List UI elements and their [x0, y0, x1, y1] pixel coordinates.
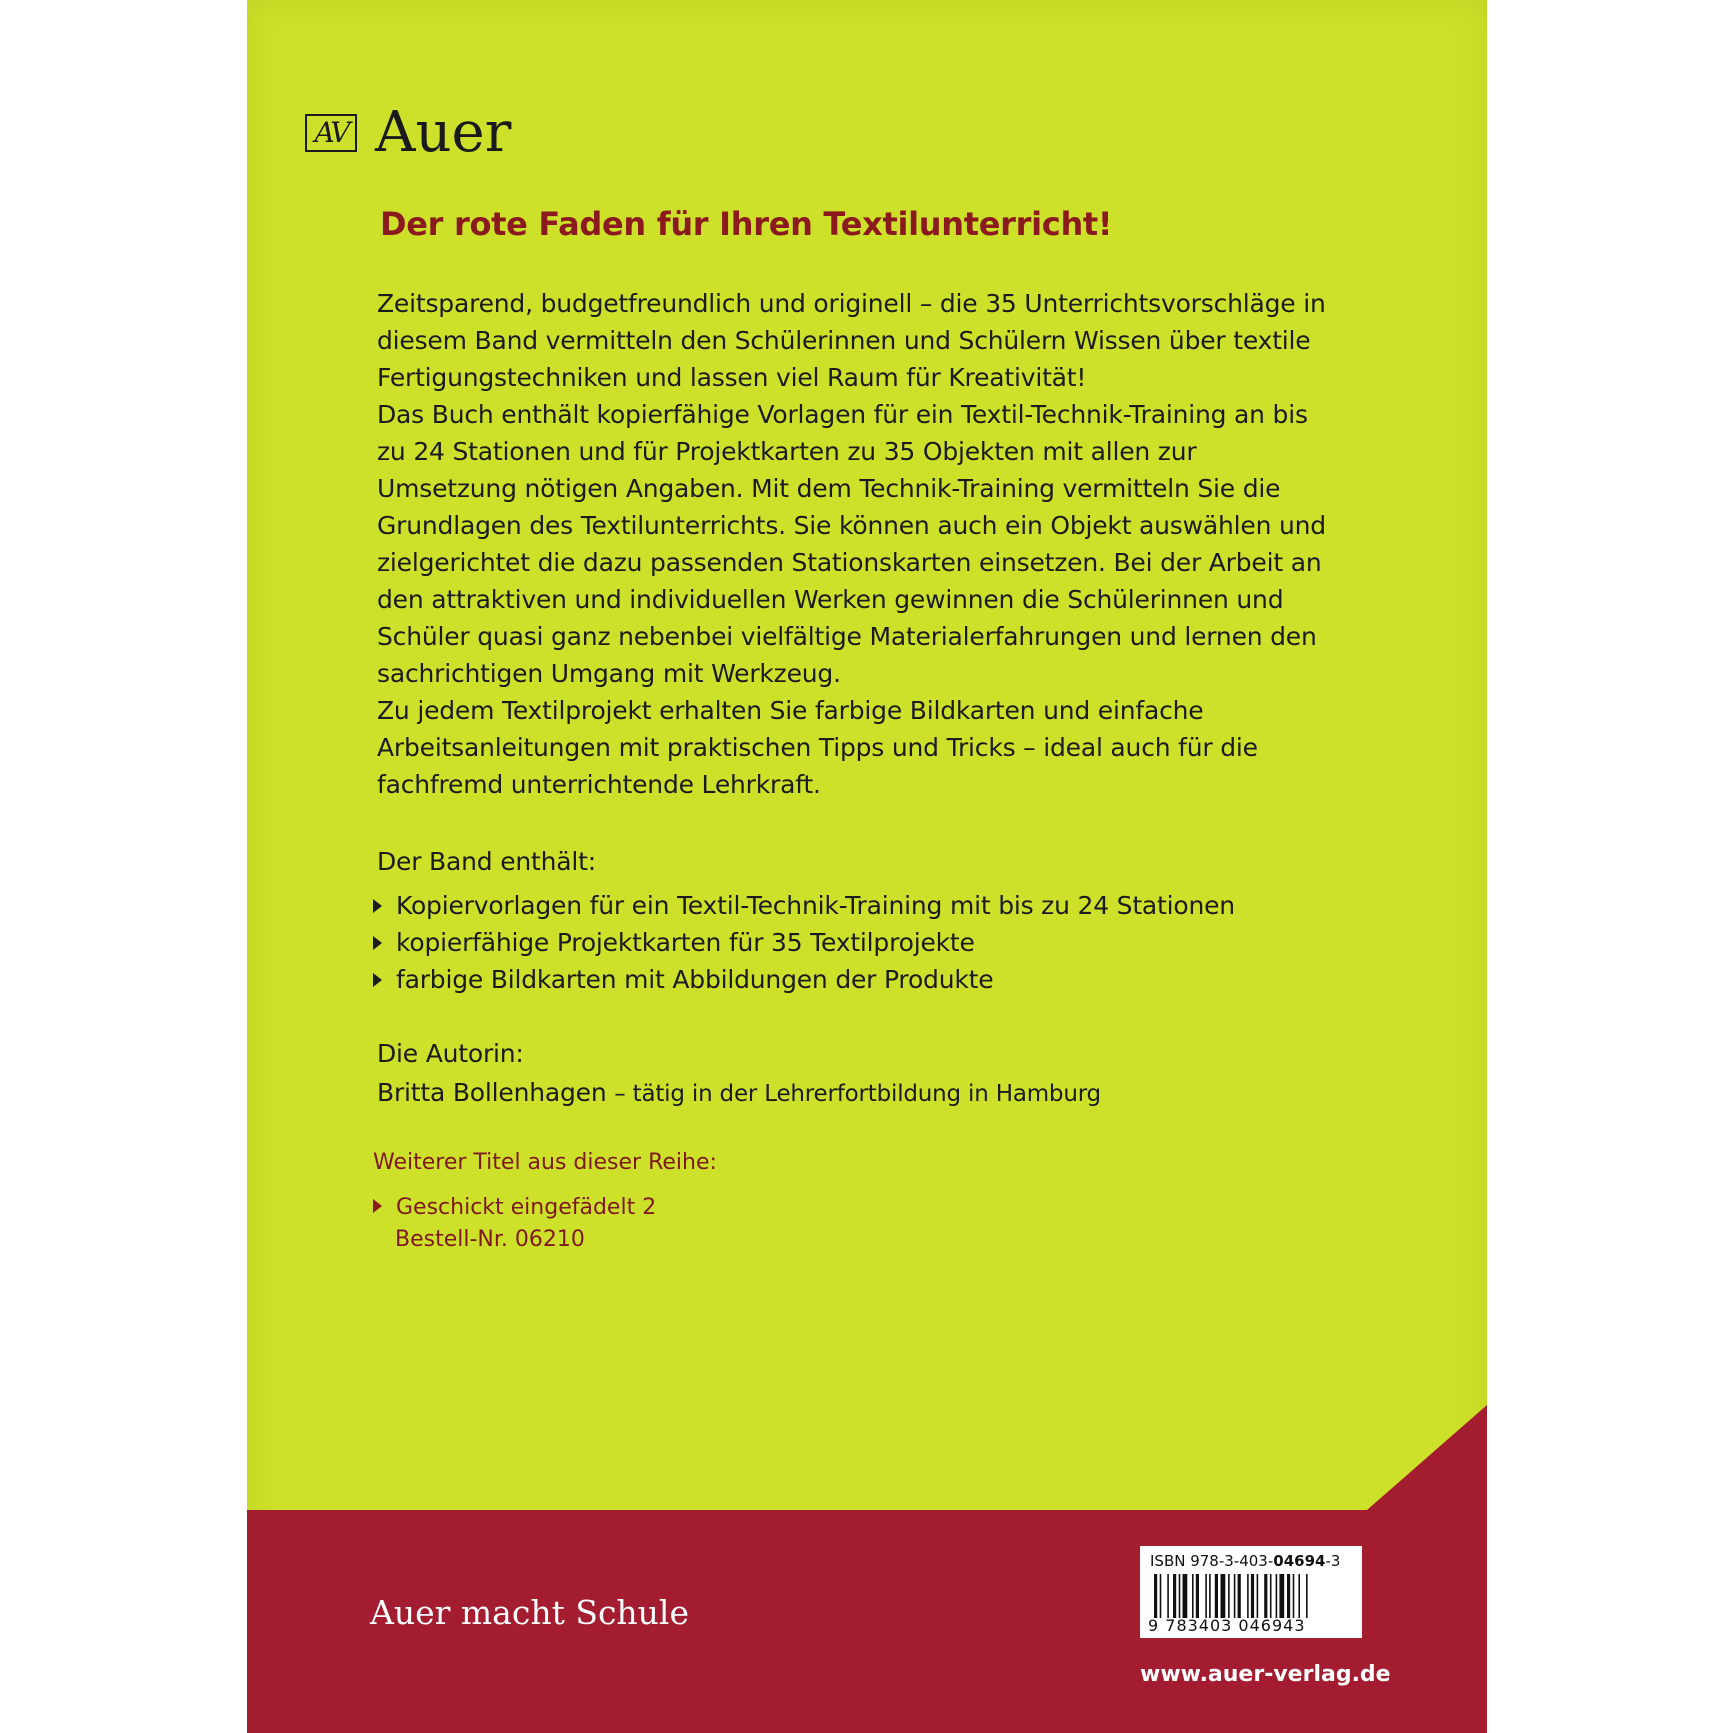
barcode-icon [1154, 1574, 1350, 1618]
bullet-triangle-icon [373, 936, 382, 950]
author-title: Die Autorin: [377, 1039, 524, 1068]
series-item-title: Geschickt eingefädelt 2 [373, 1195, 656, 1220]
description-line: Fertigungstechniken und lassen viel Raum für Kreativität! [377, 363, 1087, 392]
author-description: – tätig in der Lehrerfortbildung in Hamburg [614, 1081, 1101, 1107]
ean-digits: 9 783403 046943 [1148, 1616, 1306, 1635]
description-line: sachrichtigen Umgang mit Werkzeug. [377, 659, 841, 688]
description-line: Arbeitsanleitungen mit praktischen Tipps und Tricks – ideal auch für die [377, 733, 1258, 762]
publisher-name: Auer [375, 100, 512, 165]
contents-item: kopierfähige Projektkarten für 35 Textilprojekte [373, 928, 975, 958]
description-line: diesem Band vermitteln den Schülerinnen und Schülern Wissen über textile [377, 326, 1311, 355]
bullet-triangle-icon [373, 899, 382, 913]
author-info [377, 1078, 1101, 1109]
series-title: Weiterer Titel aus dieser Reihe: [373, 1150, 717, 1175]
publisher-website: www.auer-verlag.de [1140, 1662, 1391, 1687]
description-line: zu 24 Stationen und für Projektkarten zu 35 Objekten mit allen zur [377, 437, 1197, 466]
description-line: zielgerichtet die dazu passenden Stationskarten einsetzen. Bei der Arbeit an [377, 548, 1322, 577]
isbn-number: ISBN 978-3-403-04694-3 [1150, 1552, 1341, 1570]
description-line: Grundlagen des Textilunterrichts. Sie können auch ein Objekt auswählen und [377, 511, 1326, 540]
description-line: Zeitsparend, budgetfreundlich und originell – die 35 Unterrichtsvorschläge in [377, 289, 1326, 318]
description-line: Das Buch enthält kopierfähige Vorlagen für ein Textil-Technik-Training an bis [377, 400, 1308, 429]
contents-item: farbige Bildkarten mit Abbildungen der Produkte [373, 965, 993, 995]
author-name: Britta Bollenhagen [377, 1078, 607, 1107]
barcode-label [1140, 1546, 1362, 1638]
publisher-logo [305, 100, 512, 165]
bullet-triangle-icon [373, 1199, 382, 1213]
auer-logo-icon: AV [305, 114, 357, 152]
cover-headline: Der rote Faden für Ihren Textilunterricht! [380, 205, 1113, 243]
contents-item: Kopiervorlagen für ein Textil-Technik-Training mit bis zu 24 Stationen [373, 891, 1235, 921]
description-line: Zu jedem Textilprojekt erhalten Sie farbige Bildkarten und einfache [377, 696, 1204, 725]
description-line: Umsetzung nötigen Angaben. Mit dem Technik-Training vermitteln Sie die [377, 474, 1281, 503]
book-back-cover [247, 0, 1487, 1733]
series-item-order-number: Bestell-Nr. 06210 [395, 1227, 585, 1252]
publisher-slogan: Auer macht Schule [370, 1593, 690, 1632]
description-line: den attraktiven und individuellen Werken gewinnen die Schülerinnen und [377, 585, 1284, 614]
bullet-triangle-icon [373, 973, 382, 987]
contents-title: Der Band enthält: [377, 847, 596, 876]
description-line: fachfremd unterrichtende Lehrkraft. [377, 770, 821, 799]
description-line: Schüler quasi ganz nebenbei vielfältige Materialerfahrungen und lernen den [377, 622, 1317, 651]
